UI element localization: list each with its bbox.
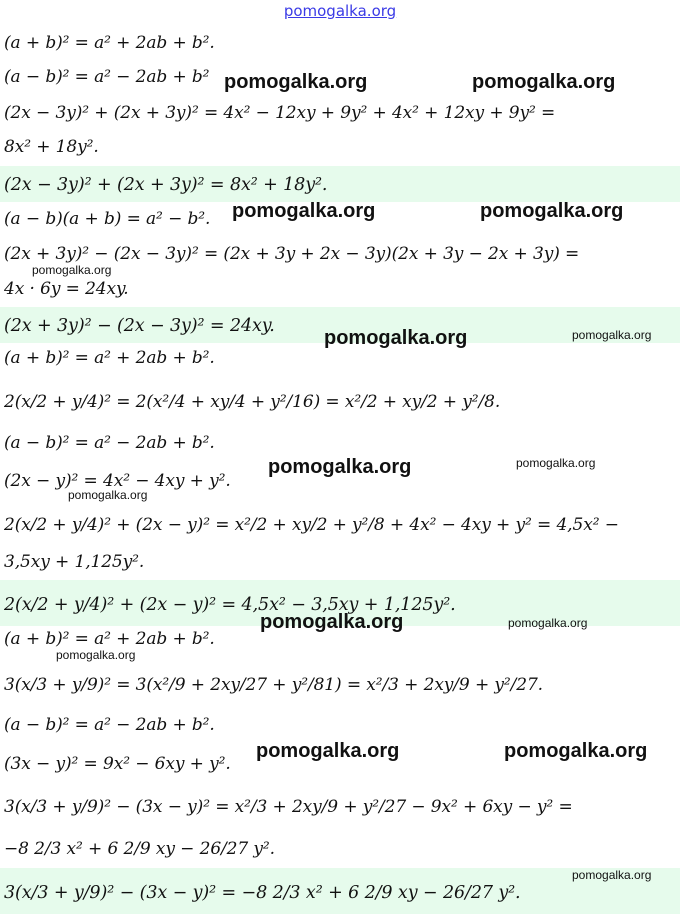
equation-line: 3,5xy + 1,125y². <box>4 552 145 572</box>
watermark: pomogalka.org <box>472 71 616 93</box>
answer-line: 2(x/2 + y/4)² + (2x − y)² = 4,5x² − 3,5xy + 1,125y². <box>4 595 456 615</box>
watermark: pomogalka.org <box>256 740 400 762</box>
watermark: pomogalka.org <box>516 456 596 470</box>
watermark: pomogalka.org <box>572 328 652 342</box>
watermark: pomogalka.org <box>480 200 624 222</box>
equation-line: (a − b)² = a² − 2ab + b² <box>4 67 210 87</box>
equation-line: (a + b)² = a² + 2ab + b². <box>4 629 215 649</box>
equation-line: −8 2/3 x² + 6 2/9 xy − 26/27 y². <box>4 839 275 859</box>
watermark: pomogalka.org <box>268 456 412 478</box>
watermark: pomogalka.org <box>32 263 112 277</box>
watermark: pomogalka.org <box>572 868 652 882</box>
equation-line: (2x − y)² = 4x² − 4xy + y². <box>4 471 231 491</box>
watermark: pomogalka.org <box>508 616 588 630</box>
equation-line: 2(x/2 + y/4)² + (2x − y)² = x²/2 + xy/2 + y²/8 + 4x² − 4xy + y² = 4,5x² − <box>4 515 619 535</box>
watermark: pomogalka.org <box>260 611 404 633</box>
equation-line: 3(x/3 + y/9)² = 3(x²/9 + 2xy/27 + y²/81) = x²/3 + 2xy/9 + y²/27. <box>4 675 543 695</box>
equation-line: (2x + 3y)² − (2x − 3y)² = (2x + 3y + 2x − 3y)(2x + 3y − 2x + 3y) = <box>4 244 580 264</box>
watermark: pomogalka.org <box>56 648 136 662</box>
answer-line: (2x + 3y)² − (2x − 3y)² = 24xy. <box>4 316 275 336</box>
watermark: pomogalka.org <box>232 200 376 222</box>
equation-line: (3x − y)² = 9x² − 6xy + y². <box>4 754 231 774</box>
equation-line: (a − b)(a + b) = a² − b². <box>4 209 211 229</box>
watermark: pomogalka.org <box>224 71 368 93</box>
watermark: pomogalka.org <box>324 327 468 349</box>
equation-line: (a − b)² = a² − 2ab + b². <box>4 715 215 735</box>
equation-line: (a + b)² = a² + 2ab + b². <box>4 33 215 53</box>
answer-line: (2x − 3y)² + (2x + 3y)² = 8x² + 18y². <box>4 175 328 195</box>
equation-line: 2(x/2 + y/4)² = 2(x²/4 + xy/4 + y²/16) = x²/2 + xy/2 + y²/8. <box>4 392 501 412</box>
watermark: pomogalka.org <box>504 740 648 762</box>
site-link[interactable]: pomogalka.org <box>283 2 397 20</box>
equation-line: 8x² + 18y². <box>4 137 99 157</box>
equation-line: (2x − 3y)² + (2x + 3y)² = 4x² − 12xy + 9y² + 4x² + 12xy + 9y² = <box>4 103 556 123</box>
equation-line: (a + b)² = a² + 2ab + b². <box>4 348 215 368</box>
equation-line: 4x · 6y = 24xy. <box>4 279 129 299</box>
equation-line: (a − b)² = a² − 2ab + b². <box>4 433 215 453</box>
equation-line: 3(x/3 + y/9)² − (3x − y)² = x²/3 + 2xy/9 + y²/27 − 9x² + 6xy − y² = <box>4 797 573 817</box>
watermark: pomogalka.org <box>68 488 148 502</box>
answer-line: 3(x/3 + y/9)² − (3x − y)² = −8 2/3 x² + 6 2/9 xy − 26/27 y². <box>4 883 521 903</box>
